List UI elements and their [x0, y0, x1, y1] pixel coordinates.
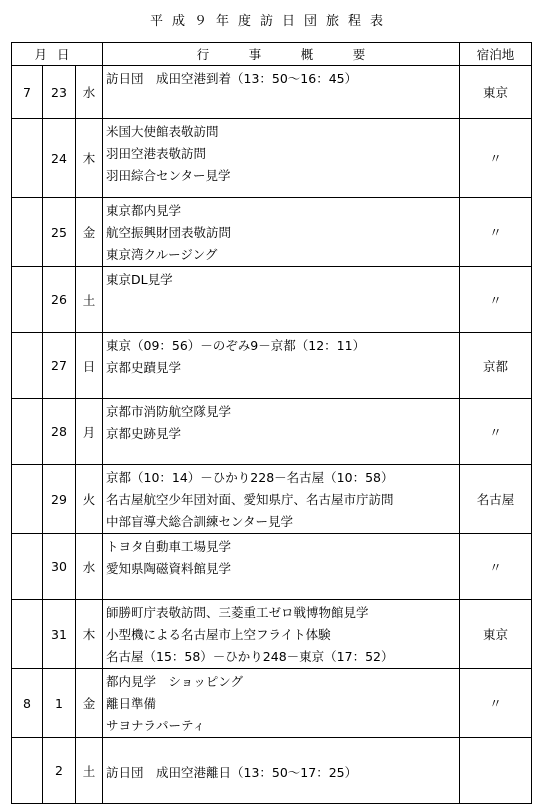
event-line: 航空振興財団表敬訪問 — [106, 225, 232, 240]
table-row — [12, 267, 532, 333]
day-cell: 24 — [43, 119, 76, 198]
events-cell — [103, 198, 460, 267]
events-cell — [103, 600, 460, 669]
stay-cell: 〃 — [460, 198, 532, 267]
month-cell — [12, 267, 43, 333]
page-title: 平成９年度訪日団旅程表 — [149, 14, 392, 29]
weekday-cell: 金 — [76, 669, 103, 738]
day-cell: 29 — [43, 465, 76, 534]
event-line: 東京湾クルージング — [106, 247, 218, 262]
header-event-char: 事 — [248, 47, 262, 62]
header-day: 日 — [57, 47, 80, 62]
events-cell — [103, 465, 460, 534]
stay-cell: 京都 — [460, 333, 532, 399]
weekday-cell: 木 — [76, 119, 103, 198]
event-line: 羽田綜合センター見学 — [106, 168, 231, 183]
event-line: トヨタ自動車工場見学 — [106, 539, 232, 554]
stay-cell: 〃 — [460, 669, 532, 738]
table-row — [12, 534, 532, 600]
table-row — [12, 669, 532, 738]
events-cell — [103, 333, 460, 399]
events-cell — [103, 66, 460, 119]
month-cell — [12, 119, 43, 198]
event-line: 訪日団 成田空港離日（13：50～17：25） — [106, 765, 358, 780]
day-cell: 25 — [43, 198, 76, 267]
month-cell — [12, 465, 43, 534]
weekday-cell: 月 — [76, 399, 103, 465]
event-line: 京都史跡見学 — [106, 426, 182, 441]
events-cell — [103, 669, 460, 738]
event-line: 東京（09：56）－のぞみ9－京都（12：11） — [106, 338, 366, 353]
table-header-row — [12, 43, 532, 66]
event-line: 訪日団 成田空港到着（13：50～16：45） — [106, 71, 358, 86]
header-event — [103, 43, 460, 66]
weekday-cell: 土 — [76, 267, 103, 333]
table-row — [12, 738, 532, 804]
header-stay: 宿泊地 — [460, 43, 532, 66]
day-cell: 30 — [43, 534, 76, 600]
weekday-cell: 水 — [76, 534, 103, 600]
weekday-cell: 金 — [76, 198, 103, 267]
event-line: 米国大使館表敬訪問 — [106, 124, 219, 139]
weekday-cell: 木 — [76, 600, 103, 669]
month-cell — [12, 738, 43, 804]
events-cell — [103, 267, 460, 333]
events-cell — [103, 738, 460, 804]
table-row — [12, 198, 532, 267]
stay-cell: 名古屋 — [460, 465, 532, 534]
event-line: 京都史蹟見学 — [106, 360, 182, 375]
month-cell: 8 — [12, 669, 43, 738]
table-row — [12, 399, 532, 465]
table-row — [12, 333, 532, 399]
weekday-cell: 水 — [76, 66, 103, 119]
event-line: 名古屋航空少年団対面、愛知県庁、名古屋市庁訪問 — [106, 492, 394, 507]
events-cell — [103, 399, 460, 465]
event-line: 中部盲導犬総合訓練センター見学 — [106, 514, 294, 529]
event-line: 京都（10：14）－ひかり228－名古屋（10：58） — [106, 470, 394, 485]
month-cell — [12, 399, 43, 465]
weekday-cell: 日 — [76, 333, 103, 399]
day-cell: 26 — [43, 267, 76, 333]
table-row — [12, 465, 532, 534]
day-cell: 2 — [43, 738, 76, 804]
day-cell: 1 — [43, 669, 76, 738]
event-line: 都内見学 ショッピング — [106, 674, 244, 689]
header-event-char: 概 — [300, 47, 314, 62]
event-line: 東京都内見学 — [106, 203, 182, 218]
month-cell — [12, 198, 43, 267]
event-line: 愛知県陶磁資料館見学 — [106, 561, 232, 576]
table-row — [12, 66, 532, 119]
stay-cell: 〃 — [460, 119, 532, 198]
header-month: 月 — [34, 47, 57, 62]
table-row — [12, 119, 532, 198]
month-cell — [12, 600, 43, 669]
event-line: 離日準備 — [106, 696, 157, 711]
month-cell: 7 — [12, 66, 43, 119]
month-cell — [12, 534, 43, 600]
stay-cell: 〃 — [460, 534, 532, 600]
event-line: 羽田空港表敬訪問 — [106, 146, 207, 161]
month-cell — [12, 333, 43, 399]
header-event-char: 行 — [196, 47, 210, 62]
header-event-char: 要 — [352, 47, 366, 62]
event-line: 京都市消防航空隊見学 — [106, 404, 232, 419]
weekday-cell: 土 — [76, 738, 103, 804]
weekday-cell: 火 — [76, 465, 103, 534]
table-row — [12, 600, 532, 669]
event-line: サヨナラパーティ — [106, 718, 206, 733]
event-line: 名古屋（15：58）－ひかり248－東京（17：52） — [106, 649, 394, 664]
day-cell: 28 — [43, 399, 76, 465]
event-line: 小型機による名古屋市上空フライト体験 — [106, 627, 331, 642]
stay-cell: 〃 — [460, 399, 532, 465]
day-cell: 27 — [43, 333, 76, 399]
itinerary-table — [11, 42, 532, 804]
events-cell — [103, 534, 460, 600]
events-cell — [103, 119, 460, 198]
day-cell: 23 — [43, 66, 76, 119]
header-month-day — [12, 43, 103, 66]
event-line: 東京DL見学 — [106, 272, 173, 287]
stay-cell — [460, 738, 532, 804]
stay-cell: 〃 — [460, 267, 532, 333]
day-cell: 31 — [43, 600, 76, 669]
event-line: 師勝町庁表敬訪問、三菱重工ゼロ戦博物館見学 — [106, 605, 369, 620]
stay-cell: 東京 — [460, 66, 532, 119]
stay-cell: 東京 — [460, 600, 532, 669]
